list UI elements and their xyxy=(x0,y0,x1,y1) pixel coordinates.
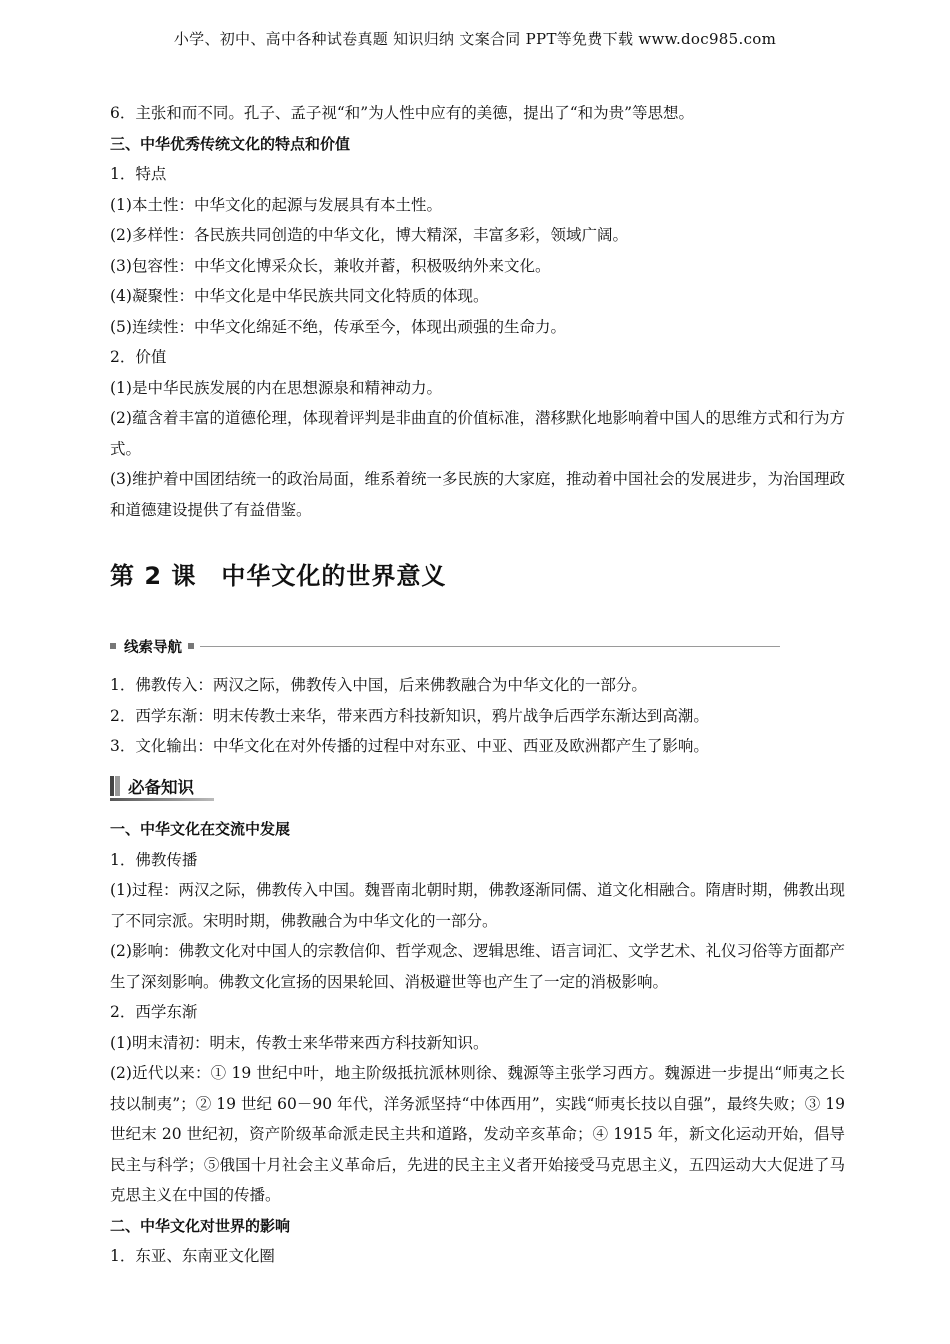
bar-marker-icon xyxy=(110,776,120,796)
value-2: (2)蕴含着丰富的道德伦理，体现着评判是非曲直的价值标准，潜移默化地影响着中国人的思维方式和行为方式。 xyxy=(110,409,845,458)
page-header: 小学、初中、高中各种试卷真题 知识归纳 文案合同 PPT等免费下载 www.doc985.com xyxy=(173,30,777,48)
section-knowledge xyxy=(110,814,845,1272)
clue-item-1: 1．佛教传入：两汉之际，佛教传入中国，后来佛教融合为中华文化的一部分。 xyxy=(110,676,647,694)
subheading-buddhism: 1．佛教传播 xyxy=(110,850,198,869)
buddhism-process: (1)过程：两汉之际，佛教传入中国。魏晋南北朝时期，佛教逐渐同儒、道文化相融合。隋唐时期，佛教出现了不同宗派。宋明时期，佛教融合为中华文化的一部分。 xyxy=(110,881,845,930)
feature-2: (2)多样性：各民族共同创造的中华文化，博大精深，丰富多彩，领域广阔。 xyxy=(110,226,628,244)
value-3: (3)维护着中国团结统一的政治局面，维系着统一多民族的大家庭，推动着中国社会的发展进步，为治国理政和道德建设提供了有益借鉴。 xyxy=(110,470,845,519)
subheading-western-learning: 2．西学东渐 xyxy=(110,1003,198,1021)
clue-item-3: 3．文化输出：中华文化在对外传播的过程中对东亚、中亚、西亚及欧洲都产生了影响。 xyxy=(110,737,709,755)
label-underline xyxy=(110,798,214,801)
subheading-east-asia: 1．东亚、东南亚文化圈 xyxy=(110,1247,275,1265)
heading-section-2: 二、中华文化对世界的影响 xyxy=(110,1216,291,1235)
western-learning-ming: (1)明末清初：明末，传教士来华带来西方科技新知识。 xyxy=(110,1033,489,1052)
square-bullet-icon xyxy=(110,643,116,649)
clue-item-2: 2．西学东渐：明末传教士来华，带来西方科技新知识，鸦片战争后西学东渐达到高潮。 xyxy=(110,706,709,725)
feature-3: (3)包容性：中华文化博采众长，兼收并蓄，积极吸纳外来文化。 xyxy=(110,256,551,275)
buddhism-influence: (2)影响：佛教文化对中国人的宗教信仰、哲学观念、逻辑思维、语言词汇、文学艺术、礼仪习俗等方面都产生了深刻影响。佛教文化宣扬的因果轮回、消极避世等也产生了一定的消极影响。 xyxy=(110,942,845,991)
lesson-title: 第 2 课 中华文化的世界意义 xyxy=(110,562,447,590)
clue-navigation-label: 线索导航 xyxy=(124,639,182,656)
clue-navigation-bar xyxy=(110,634,780,658)
point-6: 6．主张和而不同。孔子、孟子视“和”为人性中应有的美德，提出了“和为贵”等思想。 xyxy=(110,104,695,122)
square-bullet-icon xyxy=(188,643,194,649)
essential-knowledge-label: 必备知识 xyxy=(128,778,194,797)
subheading-value: 2．价值 xyxy=(110,348,167,366)
heading-section-1: 一、中华文化在交流中发展 xyxy=(110,820,291,838)
section-top xyxy=(110,98,845,525)
subheading-features: 1．特点 xyxy=(110,165,167,183)
divider-rule xyxy=(200,646,780,647)
clue-navigation-list xyxy=(110,670,845,762)
essential-knowledge-bar xyxy=(110,774,214,802)
western-learning-modern: (2)近代以来：① 19 世纪中叶，地主阶级抵抗派林则徐、魏源等主张学习西方。魏源进一步提出“师夷之长技以制夷”；② 19 世纪 60－90 年代，洋务派坚持“中体西用”，实践“师夷长技以自强”，最终失败；③ 19 世纪末 20 世纪初，资产阶级革命派走民主共和道路，发动辛亥革命；④ 1915 年，新文化运动开始，倡导民主与科学；⑤俄国十月社会主义革命后，先进的民主主义者开始接受马克思主义，五四运动大大促进了马克思主义在中国的传播。 xyxy=(110,1064,845,1204)
heading-section-3: 三、中华优秀传统文化的特点和价值 xyxy=(110,134,351,153)
value-1: (1)是中华民族发展的内在思想源泉和精神动力。 xyxy=(110,378,442,397)
feature-4: (4)凝聚性：中华文化是中华民族共同文化特质的体现。 xyxy=(110,287,489,305)
feature-5: (5)连续性：中华文化绵延不绝，传承至今，体现出顽强的生命力。 xyxy=(110,317,566,336)
feature-1: (1)本土性：中华文化的起源与发展具有本土性。 xyxy=(110,195,442,214)
